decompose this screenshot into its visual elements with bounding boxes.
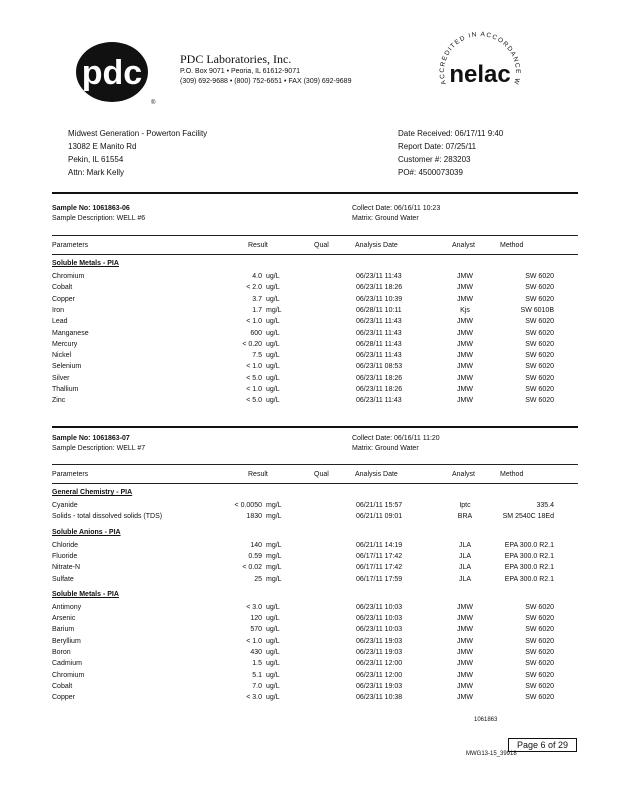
result-cell: 5.1 (252, 671, 262, 679)
analyst-cell: JMW (457, 660, 473, 668)
sample1-number: Sample No: 1061863-06 (52, 205, 130, 212)
parameter-cell: Solids - total dissolved solids (TDS) (52, 513, 163, 521)
parameter-cell: Beryllium (52, 637, 81, 645)
unit-cell: mg/L (266, 541, 282, 549)
analyst-cell: JMW (457, 694, 473, 702)
analysis-date-cell: 06/28/11 10:11 (356, 306, 402, 314)
method-cell: SW 6020 (525, 615, 554, 623)
col-method: Method (500, 471, 524, 478)
method-cell: EPA 300.0 R2.1 (504, 564, 554, 572)
method-cell: SW 6020 (525, 374, 554, 382)
result-cell: 7.5 (252, 352, 262, 360)
method-cell: SM 2540C 18Ed (502, 513, 554, 521)
analyst-cell: JMW (457, 340, 473, 348)
unit-cell: ug/L (266, 694, 280, 702)
analysis-date-cell: 06/23/11 11:43 (356, 397, 402, 405)
result-cell: 1830 (246, 513, 262, 521)
result-cell: < 2.0 (246, 284, 262, 292)
analyst-cell: JMW (457, 352, 473, 360)
analyst-cell: JMW (457, 626, 473, 634)
analyst-cell: JMW (457, 649, 473, 656)
table-row (0, 693, 618, 702)
analyst-cell: JLA (458, 541, 472, 549)
col-analysis-date: Analysis Date (355, 242, 398, 249)
table-row (0, 374, 618, 383)
analysis-date-cell: 06/23/11 10:38 (356, 694, 403, 702)
method-cell: SW 6020 (525, 682, 554, 690)
parameter-cell: Mercury (52, 340, 78, 348)
unit-cell: ug/L (266, 637, 280, 645)
result-cell: 25 (254, 575, 262, 583)
result-cell: 120 (250, 615, 262, 623)
parameter-cell: Silver (52, 374, 70, 382)
lab-phones: (309) 692-9688 • (800) 752-6651 • FAX (309) 692-9689 (180, 78, 352, 85)
client-company: Midwest Generation - Powerton Facility (68, 129, 208, 138)
analyst-cell: Kjs (460, 306, 470, 314)
parameter-cell: Boron (52, 649, 71, 656)
result-cell: 0.59 (248, 552, 262, 560)
method-cell: SW 6020 (525, 295, 554, 303)
table-row (0, 272, 618, 281)
analysis-date-cell: 06/23/11 19:03 (356, 682, 403, 690)
analyst-cell: JMW (457, 363, 473, 371)
analysis-date-cell: 06/23/11 10:03 (356, 603, 403, 611)
analysis-date-cell: 06/23/11 19:03 (356, 649, 403, 656)
col-result: Result (248, 242, 268, 249)
analysis-date-cell: 06/21/11 14:19 (356, 541, 403, 549)
page-indicator: Page 6 of 29 (508, 738, 577, 752)
col-analysis-date: Analysis Date (355, 471, 398, 478)
analysis-date-cell: 06/23/11 10:03 (356, 626, 403, 634)
result-cell: 600 (250, 329, 262, 337)
col-parameters: Parameters (52, 242, 89, 249)
result-cell: 1.5 (252, 660, 262, 668)
parameter-cell: Nickel (52, 352, 72, 360)
method-cell: SW 6020 (525, 352, 554, 360)
table-row (0, 362, 618, 371)
table-row (0, 317, 618, 326)
sample1-collect-date: Collect Date: 06/16/11 10:23 (352, 205, 441, 212)
analyst-cell: JMW (457, 682, 473, 690)
analysis-date-cell: 06/17/11 17:59 (356, 575, 403, 583)
accreditation-arc-text: ACCREDITED IN ACCORDANCE W (438, 31, 522, 87)
client-attn: Attn: Mark Kelly (68, 168, 125, 177)
document-id: MWG13-15_39918 (466, 751, 517, 757)
customer-number: Customer #: 283203 (398, 155, 471, 164)
analyst-cell: JMW (457, 295, 473, 303)
col-qual: Qual (314, 471, 329, 478)
result-cell: 3.7 (252, 295, 262, 303)
sample1-header-top-rule (52, 235, 578, 236)
sample1-description: Sample Description: WELL #6 (52, 215, 146, 222)
unit-cell: mg/L (266, 306, 282, 314)
method-cell: SW 6020 (525, 637, 554, 645)
unit-cell: ug/L (266, 649, 280, 656)
date-received: Date Received: 06/17/11 9:40 (398, 129, 504, 138)
table-row (0, 385, 618, 394)
analyst-cell: JMW (457, 329, 473, 337)
parameter-cell: Cobalt (52, 682, 73, 690)
method-cell: SW 6020 (525, 340, 554, 348)
unit-cell: mg/L (266, 564, 282, 572)
section-title: General Chemistry - PIA (52, 489, 133, 496)
analysis-date-cell: 06/17/11 17:42 (356, 552, 403, 560)
analyst-cell: JLA (458, 552, 472, 560)
unit-cell: ug/L (266, 340, 280, 348)
analyst-cell: Iptc (459, 502, 471, 509)
method-cell: SW 6020 (525, 626, 554, 634)
table-row (0, 659, 618, 668)
table-row (0, 552, 618, 561)
table-row (0, 396, 618, 405)
analyst-cell: JMW (457, 603, 473, 611)
analysis-date-cell: 06/21/11 15:57 (356, 502, 403, 509)
analyst-cell: JMW (457, 637, 473, 645)
parameter-cell: Cobalt (52, 284, 73, 292)
result-cell: 4.0 (252, 273, 262, 280)
method-cell: SW 6020 (525, 660, 554, 668)
sample1-column-headers (0, 241, 618, 250)
parameter-cell: Selenium (52, 363, 82, 371)
section-title: Soluble Anions - PIA (52, 528, 121, 536)
sample-divider-rule (52, 426, 578, 428)
result-cell: < 0.20 (242, 340, 262, 348)
table-row (0, 625, 618, 634)
table-row (0, 637, 618, 646)
table-row (0, 512, 618, 521)
analyst-cell: JMW (457, 284, 473, 292)
table-row (0, 329, 618, 338)
result-cell: 140 (250, 541, 262, 549)
nelac-seal (432, 24, 528, 120)
method-cell: EPA 300.0 R2.1 (504, 552, 554, 560)
sample2-header-bottom-rule (52, 483, 578, 484)
table-row (0, 682, 618, 691)
result-cell: < 5.0 (246, 374, 262, 382)
analysis-date-cell: 06/23/11 18:26 (356, 374, 403, 382)
parameter-cell: Chromium (52, 671, 85, 679)
analyst-cell: JMW (457, 273, 473, 280)
table-row (0, 648, 618, 657)
result-cell: 430 (250, 649, 262, 656)
analysis-date-cell: 06/23/11 10:39 (356, 295, 403, 303)
method-cell: SW 6020 (525, 671, 554, 679)
analysis-date-cell: 06/23/11 12:00 (356, 660, 403, 668)
result-cell: 570 (250, 626, 262, 634)
unit-cell: mg/L (266, 513, 282, 521)
sample2-column-headers (0, 470, 618, 479)
method-cell: SW 6020 (525, 273, 554, 280)
result-cell: < 5.0 (246, 397, 262, 405)
unit-cell: ug/L (266, 329, 280, 337)
section-title: Soluble Metals - PIA (52, 260, 119, 267)
section-title: Soluble Metals - PIA (52, 590, 119, 598)
analysis-date-cell: 06/23/11 11:43 (356, 318, 402, 326)
result-cell: < 1.0 (246, 318, 262, 326)
table-row (0, 563, 618, 572)
analysis-date-cell: 06/23/11 08:53 (356, 363, 403, 371)
result-cell: < 3.0 (246, 694, 262, 702)
unit-cell: ug/L (266, 273, 280, 280)
method-cell: SW 6020 (525, 284, 554, 292)
col-parameters: Parameters (52, 471, 89, 478)
unit-cell: mg/L (266, 552, 282, 560)
pdc-logo-graphic (74, 40, 156, 106)
parameter-cell: Barium (52, 626, 75, 634)
report-date: Report Date: 07/25/11 (398, 142, 477, 151)
analyst-cell: JMW (457, 318, 473, 326)
col-method: Method (500, 242, 524, 249)
pdc-logo (74, 40, 156, 106)
sample2-header-top-rule (52, 464, 578, 465)
result-cell: < 1.0 (246, 637, 262, 645)
table-row (0, 351, 618, 360)
parameter-cell: Cadmium (52, 660, 82, 668)
analysis-date-cell: 06/23/11 11:43 (356, 329, 402, 337)
table-row (0, 603, 618, 612)
pdc-logo-text: pdc (81, 54, 143, 92)
method-cell: SW 6020 (525, 694, 554, 702)
analysis-date-cell: 06/21/11 09:01 (356, 513, 403, 521)
method-cell: EPA 300.0 R2.1 (504, 541, 554, 549)
analyst-cell: JMW (457, 386, 473, 393)
lab-address: P.O. Box 9071 • Peoria, IL 61612-9071 (180, 68, 300, 75)
result-cell: < 1.0 (246, 363, 262, 371)
col-qual: Qual (314, 242, 329, 249)
nelac-logo-graphic (432, 24, 528, 120)
unit-cell: ug/L (266, 386, 280, 393)
method-cell: SW 6020 (525, 397, 554, 405)
unit-cell: ug/L (266, 671, 280, 679)
parameter-cell: Sulfate (52, 575, 74, 583)
unit-cell: ug/L (266, 615, 280, 623)
analyst-cell: JMW (457, 615, 473, 623)
result-cell: < 0.0050 (234, 502, 262, 509)
analysis-date-cell: 06/23/11 11:43 (356, 273, 402, 280)
parameter-cell: Lead (52, 318, 68, 326)
analyst-cell: JMW (457, 671, 473, 679)
analyst-cell: JMW (457, 374, 473, 382)
analysis-date-cell: 06/23/11 18:26 (356, 284, 403, 292)
table-row (0, 283, 618, 292)
table-row (0, 501, 618, 510)
method-cell: SW 6020 (525, 386, 554, 393)
parameter-cell: Copper (52, 295, 75, 303)
unit-cell: mg/L (266, 502, 282, 509)
parameter-cell: Nitrate-N (52, 564, 81, 572)
header-rule (52, 192, 578, 194)
analyst-cell: JLA (458, 564, 472, 572)
analysis-date-cell: 06/23/11 12:00 (356, 671, 403, 679)
parameter-cell: Chloride (52, 541, 79, 549)
client-street: 13082 E Manito Rd (68, 142, 137, 151)
sample2-number: Sample No: 1061863-07 (52, 435, 130, 442)
table-row (0, 340, 618, 349)
method-cell: SW 6020 (525, 329, 554, 337)
result-cell: < 1.0 (246, 386, 262, 393)
col-analyst: Analyst (452, 242, 475, 249)
analysis-date-cell: 06/23/11 10:03 (356, 615, 403, 623)
parameter-cell: Chromium (52, 273, 85, 280)
result-cell: < 0.02 (242, 564, 262, 572)
unit-cell: ug/L (266, 295, 280, 303)
analysis-date-cell: 06/28/11 11:43 (356, 340, 402, 348)
lab-name: PDC Laboratories, Inc. (180, 52, 292, 66)
analysis-date-cell: 06/23/11 11:43 (356, 352, 402, 360)
unit-cell: ug/L (266, 682, 280, 690)
po-number: PO#: 4500073039 (398, 168, 463, 177)
parameter-cell: Arsenic (52, 615, 76, 623)
method-cell: SW 6020 (525, 649, 554, 656)
parameter-cell: Cyanide (52, 502, 78, 509)
svg-text:®: ® (151, 100, 156, 106)
col-result: Result (248, 471, 268, 478)
result-cell: < 3.0 (246, 603, 262, 611)
unit-cell: ug/L (266, 284, 280, 292)
analysis-date-cell: 06/23/11 19:03 (356, 637, 403, 645)
method-cell: SW 6010B (520, 306, 554, 314)
analyst-cell: BRA (457, 513, 473, 521)
unit-cell: ug/L (266, 626, 280, 634)
unit-cell: ug/L (266, 603, 280, 611)
parameter-cell: Copper (52, 694, 75, 702)
table-row (0, 575, 618, 584)
col-analyst: Analyst (452, 471, 475, 478)
footer-lab-number: 1061863 (474, 717, 498, 723)
table-row (0, 295, 618, 304)
unit-cell: ug/L (266, 397, 280, 405)
parameter-cell: Zinc (52, 397, 66, 405)
table-row (0, 614, 618, 623)
result-cell: 7.0 (252, 682, 262, 690)
parameter-cell: Fluoride (52, 552, 78, 560)
method-cell: 335.4 (536, 502, 554, 509)
unit-cell: ug/L (266, 363, 280, 371)
method-cell: SW 6020 (525, 318, 554, 326)
analysis-date-cell: 06/23/11 18:26 (356, 386, 403, 393)
sample2-collect-date: Collect Date: 06/16/11 11:20 (352, 435, 440, 442)
unit-cell: ug/L (266, 374, 280, 382)
unit-cell: ug/L (266, 352, 280, 360)
parameter-cell: Manganese (52, 329, 89, 337)
unit-cell: mg/L (266, 575, 282, 583)
unit-cell: ug/L (266, 318, 280, 326)
method-cell: SW 6020 (525, 363, 554, 371)
analysis-date-cell: 06/17/11 17:42 (356, 564, 403, 572)
table-row (0, 541, 618, 550)
parameter-cell: Antimony (52, 603, 82, 611)
result-cell: 1.7 (252, 306, 262, 314)
sample1-matrix: Matrix: Ground Water (352, 215, 419, 222)
sample1-header-bottom-rule (52, 254, 578, 255)
sample2-matrix: Matrix: Ground Water (352, 445, 419, 452)
method-cell: SW 6020 (525, 603, 554, 611)
client-city: Pekin, IL 61554 (68, 155, 124, 164)
table-row (0, 306, 618, 315)
table-row (0, 671, 618, 680)
analyst-cell: JLA (458, 575, 472, 583)
unit-cell: ug/L (266, 660, 280, 668)
method-cell: EPA 300.0 R2.1 (504, 575, 554, 583)
sample2-description: Sample Description: WELL #7 (52, 445, 146, 452)
nelac-logo-text: nelac (449, 61, 511, 88)
parameter-cell: Iron (52, 306, 65, 314)
analyst-cell: JMW (457, 397, 473, 405)
parameter-cell: Thallium (52, 386, 79, 393)
